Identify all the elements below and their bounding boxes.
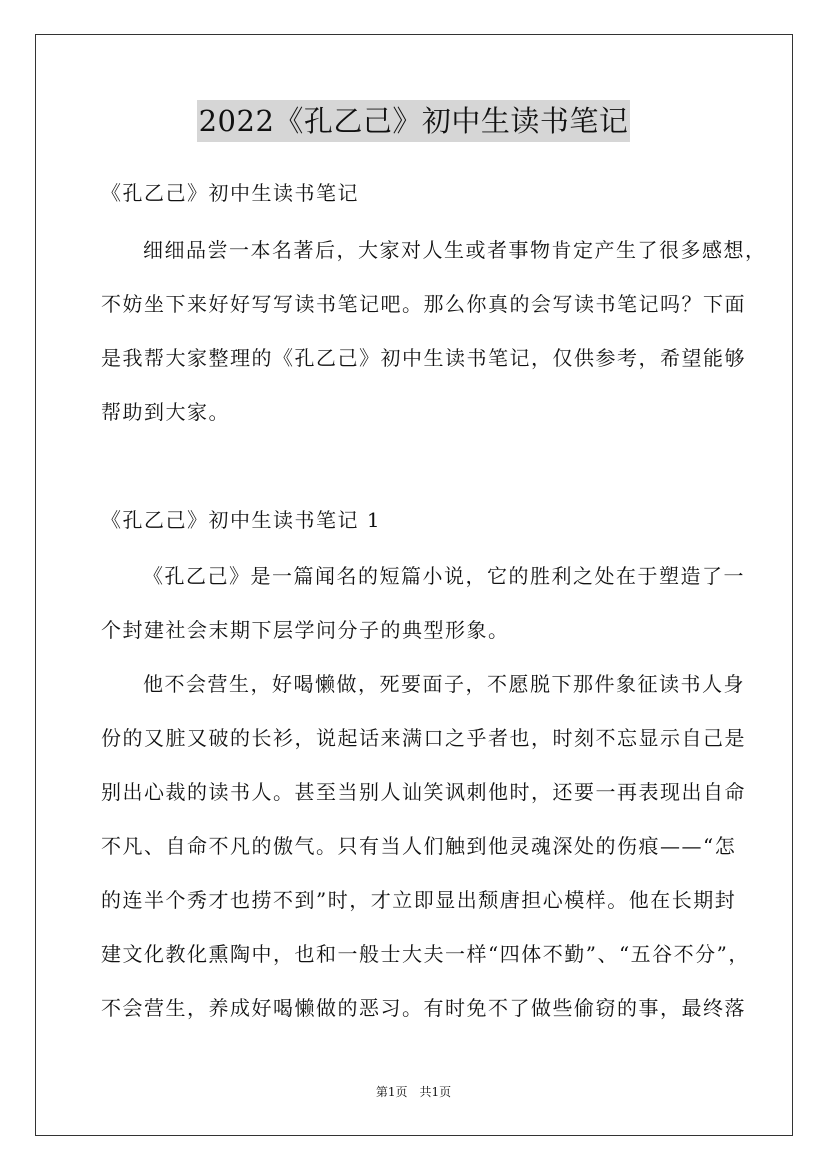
- title-container: [0, 100, 827, 142]
- intro-line: 帮助到大家。: [101, 400, 230, 424]
- paragraph-line: 不凡、自命不凡的傲气。只有当人们触到他灵魂深处的伤痕——“怎: [101, 834, 737, 858]
- paragraph-line: 个封建社会末期下层学问分子的典型形象。: [101, 618, 510, 642]
- intro-line: 不妨坐下来好好写写读书笔记吧。那么你真的会写读书笔记吗？下面: [101, 292, 746, 316]
- paragraph-line: 建文化教化熏陶中，也和一般士大夫一样“四体不勤”、“五谷不分”，: [101, 942, 750, 966]
- document-title: 2022《孔乙己》初中生读书笔记: [197, 100, 631, 142]
- paragraph-line: 份的又脏又破的长衫，说起话来满口之乎者也，时刻不忘显示自己是: [101, 726, 746, 750]
- paragraph-line: 他不会营生，好喝懒做，死要面子，不愿脱下那件象征读书人身: [143, 672, 745, 696]
- intro-line: 细细品尝一本名著后，大家对人生或者事物肯定产生了很多感想，: [143, 238, 767, 262]
- paragraph-line: 《孔乙己》是一篇闻名的短篇小说，它的胜利之处在于塑造了一: [143, 564, 745, 588]
- paragraph-line: 不会营生，养成好喝懒做的恶习。有时免不了做些偷窃的事，最终落: [101, 996, 746, 1020]
- paragraph-line: 别出心裁的读书人。甚至当别人讪笑讽刺他时，还要一再表现出自命: [101, 780, 746, 804]
- paragraph-line: 的连半个秀才也捞不到”时，才立即显出颓唐担心模样。他在长期封: [101, 888, 737, 912]
- intro-line: 是我帮大家整理的《孔乙己》初中生读书笔记，仅供参考，希望能够: [101, 346, 746, 370]
- section-heading-1: 《孔乙己》初中生读书笔记 1: [101, 508, 382, 532]
- page-number: 第1页 共1页: [375, 1085, 452, 1099]
- page-footer: [0, 1083, 827, 1101]
- section-heading-intro: 《孔乙己》初中生读书笔记: [101, 181, 359, 205]
